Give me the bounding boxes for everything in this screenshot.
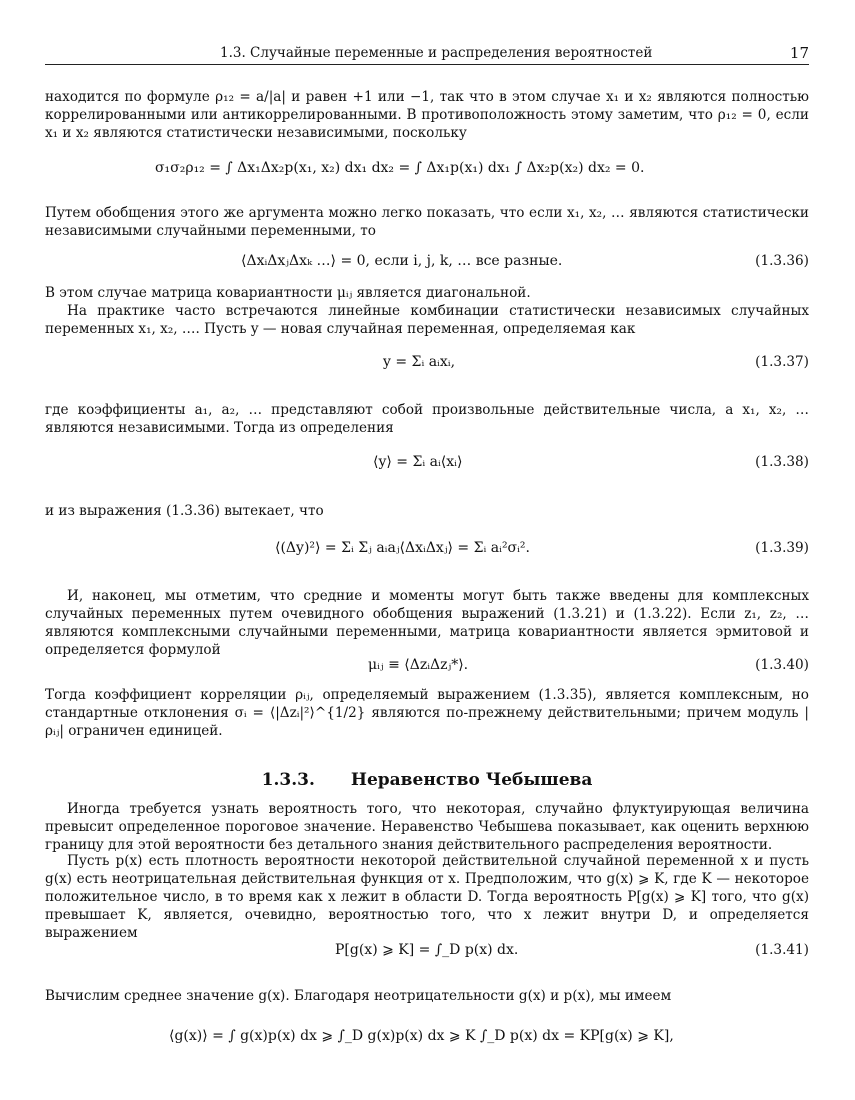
- equation-formula: σ₁σ₂ρ₁₂ = ∫ Δx₁Δx₂p(x₁, x₂) dx₁ dx₂ = ∫ Δx₁p(x₁) dx₁ ∫ Δx₂p(x₂) dx₂ = 0.: [155, 160, 645, 176]
- equation-formula: ⟨ΔxᵢΔxⱼΔxₖ …⟩ = 0, если i, j, k, … все разные.: [241, 253, 563, 269]
- paragraph-10: [45, 852, 809, 942]
- paragraph-2: [45, 204, 809, 240]
- paragraph-text: находится по формуле ρ₁₂ = a/|a| и равен +1 или −1, так что в этом случае x₁ и x₂ являются полностью коррелированными или антикоррелированными. В противоположность этому заметим, что ρ₁₂ = 0, если x₁ и x₂ являются статистически независимыми, поскольку: [45, 89, 809, 141]
- running-head-title: 1.3. Случайные переменные и распределения вероятностей: [220, 45, 653, 61]
- running-head: [45, 44, 809, 65]
- paragraph-3: [45, 284, 809, 302]
- paragraph-1: [45, 88, 809, 142]
- equation-number: (1.3.37): [755, 354, 809, 370]
- paragraph-text: и из выражения (1.3.36) вытекает, что: [45, 503, 324, 519]
- equation-1-3-36: [45, 253, 809, 281]
- equation-number: (1.3.38): [755, 454, 809, 470]
- section-title: Неравенство Чебышева: [350, 770, 593, 790]
- paragraph-text: Вычислим среднее значение g(x). Благодаря неотрицательности g(x) и p(x), мы имеем: [45, 988, 672, 1004]
- paragraph-text: В этом случае матрица ковариантности μᵢⱼ является диагональной.: [45, 285, 531, 301]
- page-number: 17: [789, 44, 809, 62]
- paragraph-8: [45, 686, 809, 740]
- section-heading: [45, 770, 809, 790]
- equation-formula: y = Σᵢ aᵢxᵢ,: [383, 354, 456, 370]
- equation-number: (1.3.40): [755, 657, 809, 673]
- equation-1-3-38: [45, 454, 809, 482]
- section-number: 1.3.3.: [261, 770, 315, 790]
- paragraph-11: [45, 987, 809, 1005]
- paragraph-9: [45, 800, 809, 854]
- equation-formula: ⟨y⟩ = Σᵢ aᵢ⟨xᵢ⟩: [373, 454, 463, 470]
- equation-unnumbered-1: [45, 160, 809, 188]
- paragraph-6: [45, 502, 809, 520]
- paragraph-text: И, наконец, мы отметим, что средние и моменты могут быть также введены для комплексных случайных переменных путем очевидного обобщения выражений (1.3.21) и (1.3.22). Если z₁, z₂, … являются комплексными случайными переменными, матрица ковариантности является эрмитовой и определяется формулой: [45, 588, 809, 658]
- paragraph-text: На практике часто встречаются линейные комбинации статистически независимых случайных переменных x₁, x₂, …. Пусть y — новая случайная переменная, определяемая как: [45, 303, 809, 337]
- paragraph-text: Иногда требуется узнать вероятность того, что некоторая, случайно флуктуирующая величина превысит определенное пороговое значение. Неравенство Чебышева показывает, как оценить верхнюю границу для этой вероятности без детального знания действительного распределения вероятности.: [45, 801, 809, 853]
- paragraph-text: Путем обобщения этого же аргумента можно легко показать, что если x₁, x₂, … являются статистически независимыми случайными переменными, то: [45, 205, 809, 239]
- equation-formula: ⟨(Δy)²⟩ = Σᵢ Σⱼ aᵢaⱼ⟨ΔxᵢΔxⱼ⟩ = Σᵢ aᵢ²σᵢ².: [275, 540, 530, 556]
- paragraph-7: [45, 587, 809, 659]
- paragraph-text: Тогда коэффициент корреляции ρᵢⱼ, определяемый выражением (1.3.35), является комплексным, но стандартные отклонения σᵢ = ⟨|Δzᵢ|²⟩^{1/2} являются по-прежнему действительными; причем модуль |ρᵢⱼ| ограничен единицей.: [45, 687, 809, 739]
- equation-number: (1.3.41): [755, 942, 809, 958]
- equation-formula: μᵢⱼ ≡ ⟨ΔzᵢΔzⱼ*⟩.: [368, 657, 469, 673]
- paragraph-text: где коэффициенты a₁, a₂, … представляют собой произвольные действительные числа, а x₁, x₂, … являются независимыми. Тогда из определения: [45, 402, 809, 436]
- paragraph-4: [45, 302, 809, 338]
- equation-1-3-39: [45, 540, 809, 568]
- equation-1-3-37: [45, 354, 809, 382]
- equation-number: (1.3.39): [755, 540, 809, 556]
- equation-number: (1.3.36): [755, 253, 809, 269]
- equation-unnumbered-2: [45, 1028, 809, 1056]
- equation-formula: P[g(x) ⩾ K] = ∫_D p(x) dx.: [335, 942, 519, 958]
- paragraph-text: Пусть p(x) есть плотность вероятности некоторой действительной случайной переменной x и пусть g(x) есть неотрицательная действительная функция от x. Предположим, что g(x) ⩾ K, где K — некоторое положительное число, в то время как x лежит в области D. Тогда вероятность P[g(x) ⩾ K] того, что g(x) превышает K, является, очевидно, вероятностью того, что x лежит внутри D, и определяется выражением: [45, 853, 809, 941]
- paragraph-5: [45, 401, 809, 437]
- equation-formula: ⟨g(x)⟩ = ∫ g(x)p(x) dx ⩾ ∫_D g(x)p(x) dx ⩾ K ∫_D p(x) dx = KP[g(x) ⩾ K],: [169, 1028, 674, 1044]
- equation-1-3-41: [45, 942, 809, 970]
- equation-1-3-40: [45, 657, 809, 685]
